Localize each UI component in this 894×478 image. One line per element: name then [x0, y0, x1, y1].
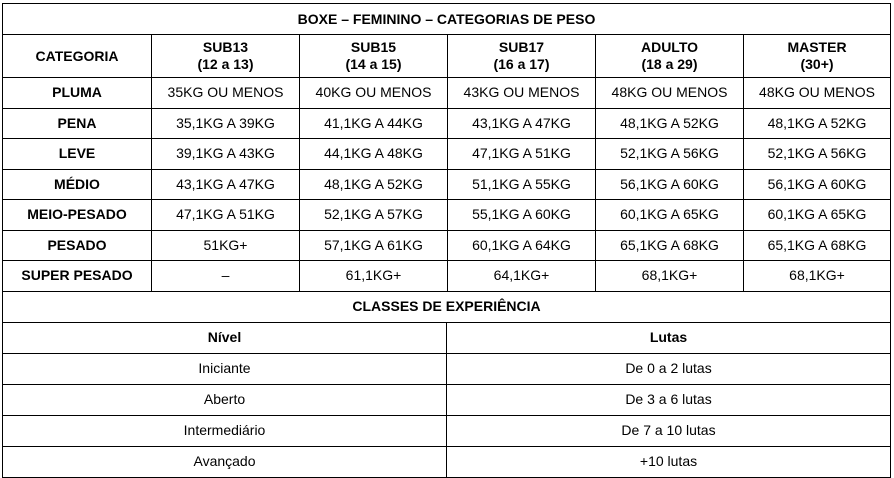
- row-category: MÉDIO: [3, 169, 152, 200]
- table-cell: 48,1KG A 52KG: [596, 108, 744, 139]
- row-category: PENA: [3, 108, 152, 139]
- level-cell: Intermediário: [3, 415, 447, 446]
- column-header-sub17: [448, 35, 596, 78]
- table-cell: 51KG+: [152, 230, 300, 261]
- fights-cell: +10 lutas: [447, 446, 891, 477]
- row-category: LEVE: [3, 139, 152, 170]
- table-row: [3, 169, 891, 200]
- table-cell: 35,1KG A 39KG: [152, 108, 300, 139]
- column-header-sub15: [300, 35, 448, 78]
- table-cell: 61,1KG+: [300, 261, 448, 292]
- table-cell: 48,1KG A 52KG: [300, 169, 448, 200]
- experience-table-header-row: [3, 322, 891, 353]
- table-cell: 48KG OU MENOS: [744, 78, 891, 109]
- fights-cell: De 0 a 2 lutas: [447, 353, 891, 384]
- table-row: [3, 78, 891, 109]
- table-cell: 60,1KG A 65KG: [744, 200, 891, 231]
- table-row: [3, 353, 891, 384]
- table-cell: 43,1KG A 47KG: [152, 169, 300, 200]
- table-row: [3, 139, 891, 170]
- document-page: [2, 3, 890, 478]
- table-row: [3, 415, 891, 446]
- table-cell: 57,1KG A 61KG: [300, 230, 448, 261]
- table-row: [3, 261, 891, 292]
- table-row: [3, 200, 891, 231]
- table-row: [3, 108, 891, 139]
- table-cell: 47,1KG A 51KG: [448, 139, 596, 170]
- table-cell: 52,1KG A 57KG: [300, 200, 448, 231]
- table-cell: 41,1KG A 44KG: [300, 108, 448, 139]
- table-row: [3, 384, 891, 415]
- table-cell: 65,1KG A 68KG: [596, 230, 744, 261]
- table-row: [3, 230, 891, 261]
- column-range: (16 a 17): [493, 56, 550, 72]
- table-cell: 35KG OU MENOS: [152, 78, 300, 109]
- table-cell: 47,1KG A 51KG: [152, 200, 300, 231]
- table-cell: –: [152, 261, 300, 292]
- column-range: (18 a 29): [641, 56, 698, 72]
- row-category: PLUMA: [3, 78, 152, 109]
- weight-table-title: BOXE – FEMININO – CATEGORIAS DE PESO: [3, 4, 891, 35]
- column-header-adulto: [596, 35, 744, 78]
- column-name: MASTER: [787, 39, 847, 55]
- column-header-nivel: Nível: [3, 322, 447, 353]
- table-cell: 44,1KG A 48KG: [300, 139, 448, 170]
- column-name: ADULTO: [640, 39, 699, 55]
- table-row: [3, 446, 891, 477]
- column-header-lutas: Lutas: [447, 322, 891, 353]
- row-category: PESADO: [3, 230, 152, 261]
- table-cell: 64,1KG+: [448, 261, 596, 292]
- table-cell: 43,1KG A 47KG: [448, 108, 596, 139]
- table-cell: 43KG OU MENOS: [448, 78, 596, 109]
- weight-table-header-row: [3, 35, 891, 78]
- table-cell: 39,1KG A 43KG: [152, 139, 300, 170]
- row-category: MEIO-PESADO: [3, 200, 152, 231]
- table-cell: 52,1KG A 56KG: [744, 139, 891, 170]
- table-cell: 51,1KG A 55KG: [448, 169, 596, 200]
- column-name: SUB17: [498, 39, 545, 55]
- column-header-master: [744, 35, 891, 78]
- level-cell: Avançado: [3, 446, 447, 477]
- weight-categories-table: [2, 3, 891, 292]
- table-cell: 48,1KG A 52KG: [744, 108, 891, 139]
- experience-classes-table: [2, 291, 891, 478]
- table-cell: 52,1KG A 56KG: [596, 139, 744, 170]
- level-cell: Aberto: [3, 384, 447, 415]
- fights-cell: De 7 a 10 lutas: [447, 415, 891, 446]
- column-range: (14 a 15): [345, 56, 402, 72]
- experience-table-title: CLASSES DE EXPERIÊNCIA: [3, 291, 891, 322]
- row-category: SUPER PESADO: [3, 261, 152, 292]
- level-cell: Iniciante: [3, 353, 447, 384]
- corner-header: CATEGORIA: [3, 35, 152, 78]
- column-name: SUB15: [350, 39, 397, 55]
- table-cell: 56,1KG A 60KG: [744, 169, 891, 200]
- column-name: SUB13: [202, 39, 249, 55]
- column-header-sub13: [152, 35, 300, 78]
- table-cell: 68,1KG+: [596, 261, 744, 292]
- table-cell: 60,1KG A 64KG: [448, 230, 596, 261]
- table-cell: 68,1KG+: [744, 261, 891, 292]
- table-cell: 65,1KG A 68KG: [744, 230, 891, 261]
- table-cell: 48KG OU MENOS: [596, 78, 744, 109]
- table-cell: 55,1KG A 60KG: [448, 200, 596, 231]
- column-range: (30+): [800, 56, 834, 72]
- table-cell: 56,1KG A 60KG: [596, 169, 744, 200]
- table-cell: 60,1KG A 65KG: [596, 200, 744, 231]
- table-cell: 40KG OU MENOS: [300, 78, 448, 109]
- fights-cell: De 3 a 6 lutas: [447, 384, 891, 415]
- column-range: (12 a 13): [197, 56, 254, 72]
